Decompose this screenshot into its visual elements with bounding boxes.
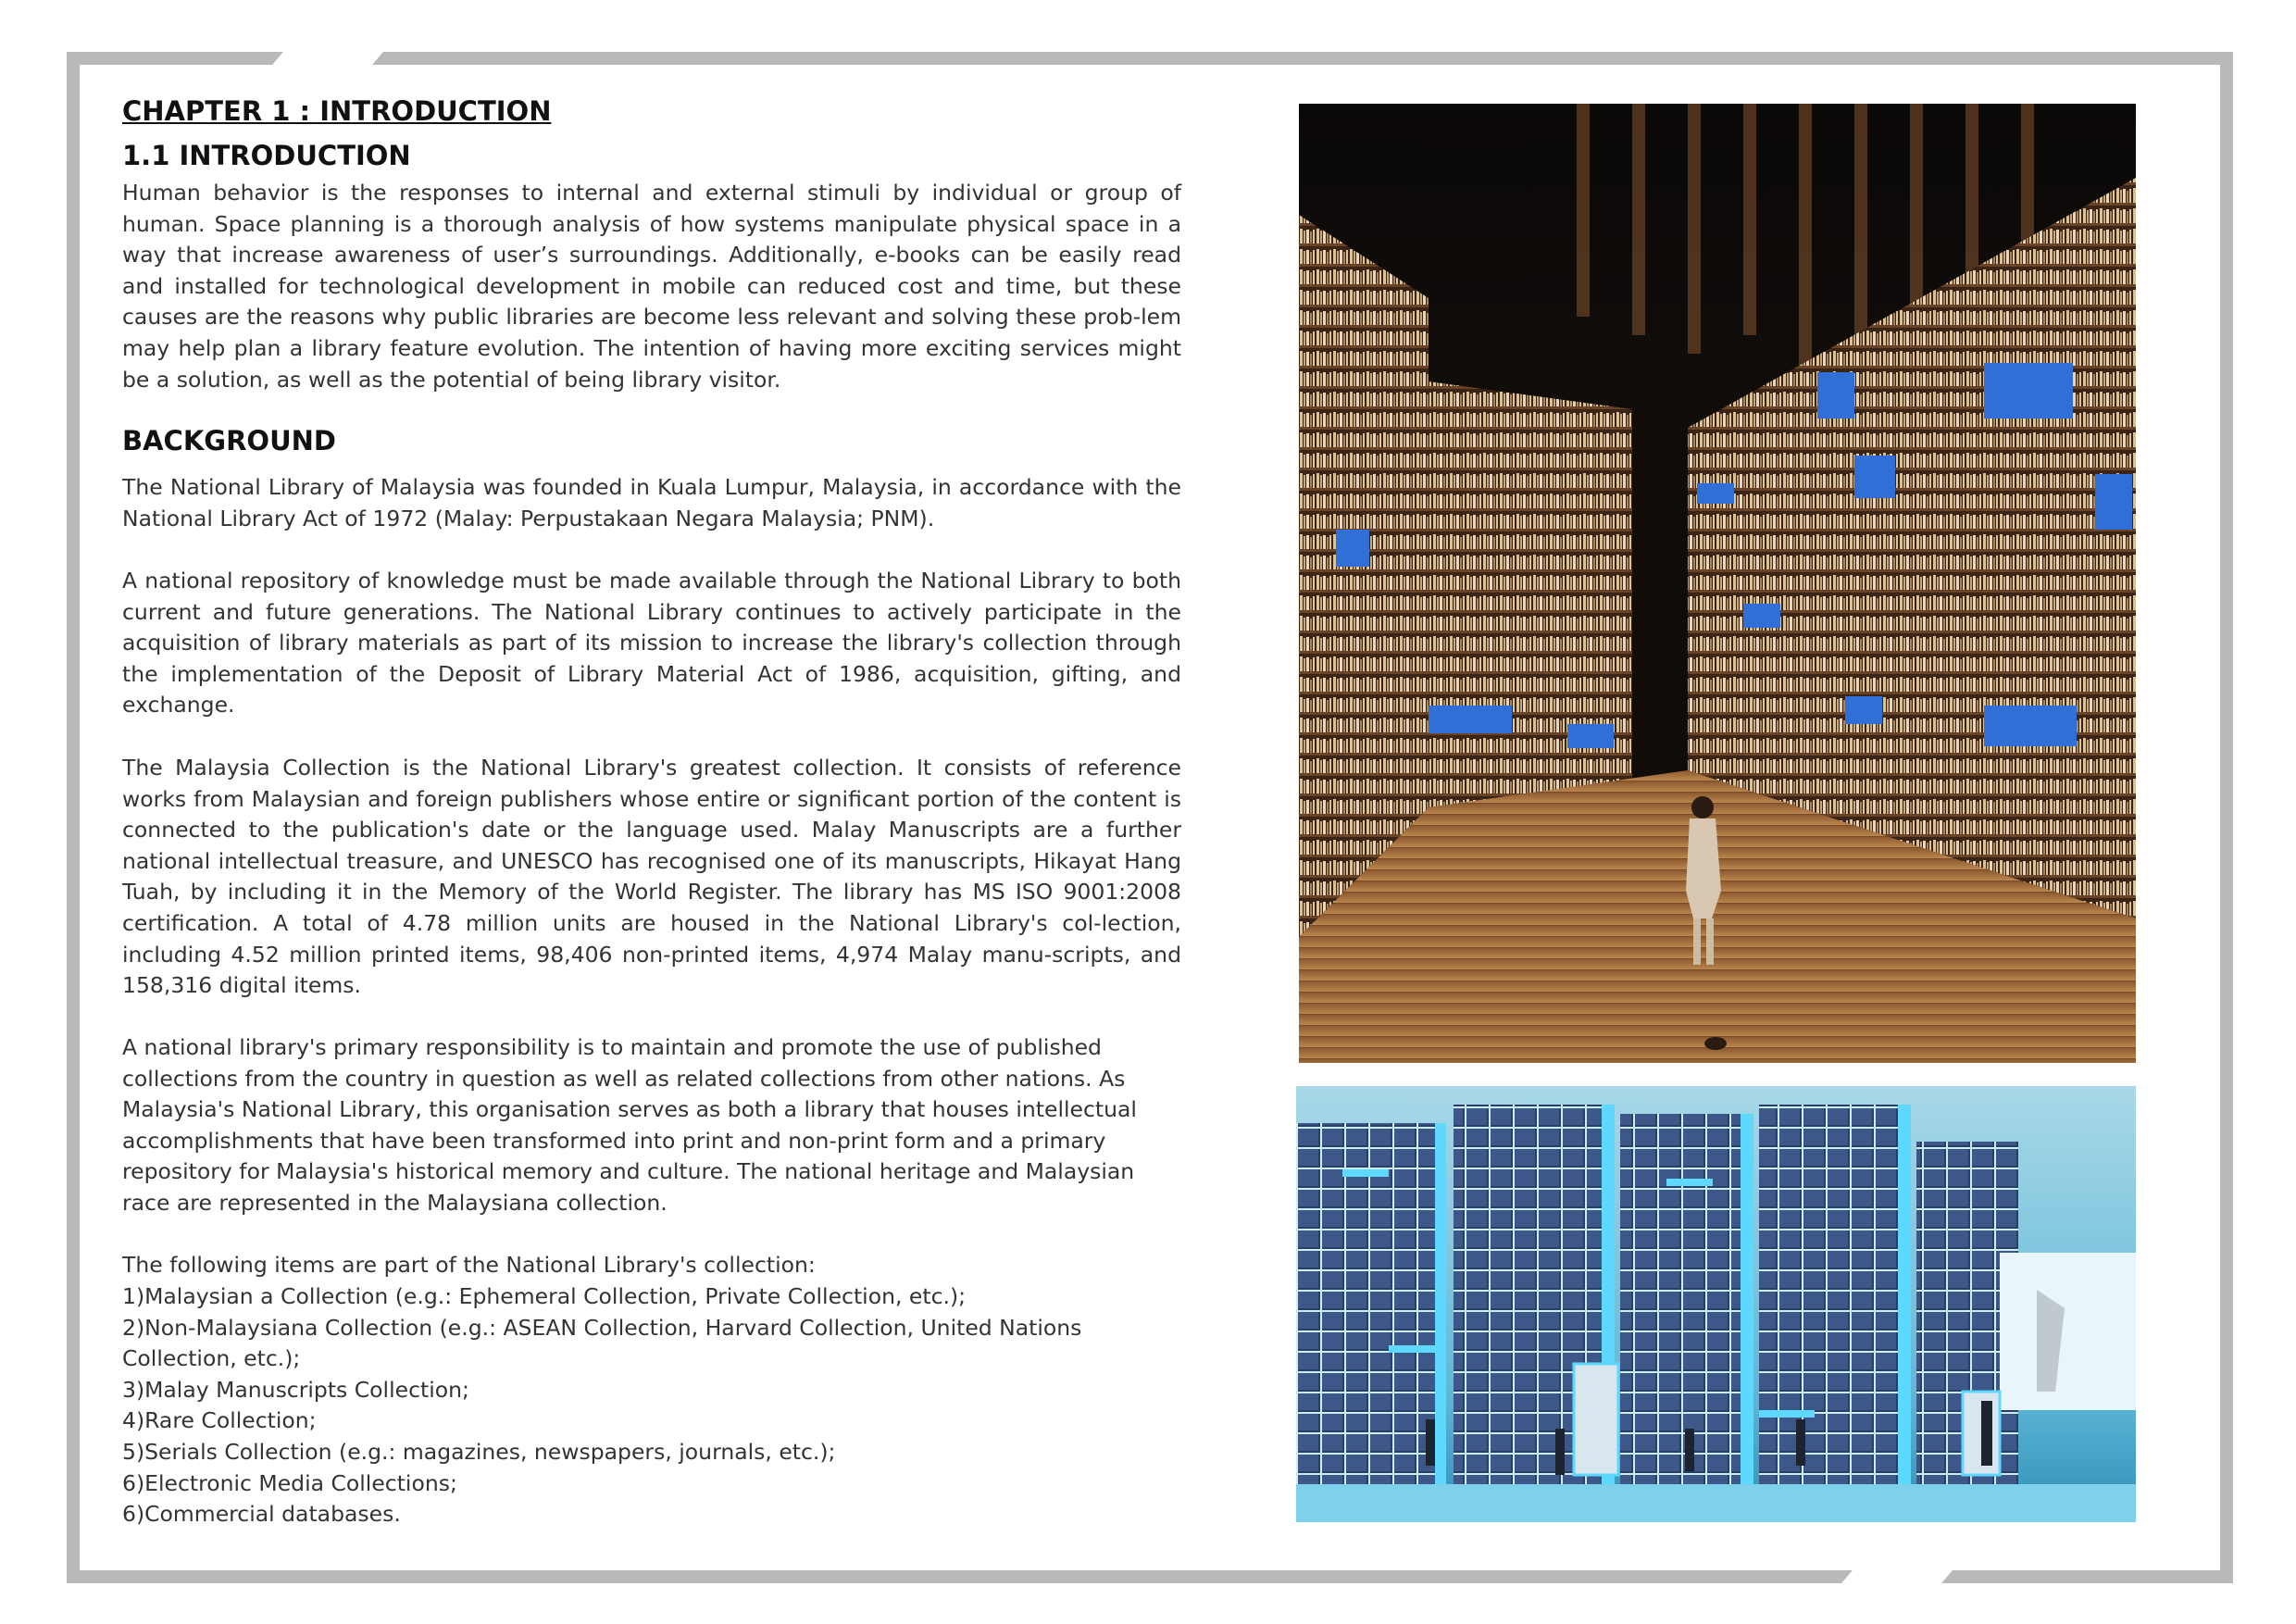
list-item: 3)Malay Manuscripts Collection; xyxy=(122,1376,469,1403)
chapter-title: CHAPTER 1 : INTRODUCTION xyxy=(122,95,552,127)
text-column xyxy=(122,89,1181,1543)
library-interior-photo xyxy=(1299,104,2136,1063)
frame-bottom-notch xyxy=(1840,1568,1953,1585)
frame-left-border xyxy=(67,52,80,1583)
background-paragraph-2: A national repository of knowledge must be made available through the National Library to both current and future generations. The National Library continues to actively participate in the acquisition of library materials as part of its mission to increase the library's collection through the implementation of the Deposit of Library Material Act of 1986, acquisition, gifting, and exchange. xyxy=(122,568,1181,718)
list-item: 6)Electronic Media Collections; xyxy=(122,1469,457,1496)
background-paragraph-3: The Malaysia Collection is the National Library's greatest collection. It consists of reference works from Malaysian and foreign publishers whose entire or significant portion of the content is connected to the publication's date or the language used. Malay Manuscripts are a further national intellectual treasure, and UNESCO has recognised one of its manuscripts, Hikayat Hang Tuah, by including it in the Memory of the World Register. The library has MS ISO 9001:2008 certification. A total of 4.78 million units are housed in the National Library's col-lection, including 4.52 million printed items, 98,406 non-printed items, 4,974 Malay manu-scripts, and 158,316 digital items. xyxy=(122,755,1181,999)
list-item: 1)Malaysian a Collection (e.g.: Ephemeral Collection, Private Collection, etc.); xyxy=(122,1283,967,1309)
frame-right-border xyxy=(2220,52,2233,1583)
frame-top-border xyxy=(67,52,2233,65)
intro-paragraph: Human behavior is the responses to internal and external stimuli by individual or group of human. Space planning is a thorough analysis of how systems manipulate physical space in a way that increase awareness of user’s surroundings. Additionally, e-books can be easily read and installed for technological development in mobile can reduced cost and time, but these causes are the reasons why public libraries are become less relevant and solving these prob-lem may help plan a library feature evolution. The intention of having more exciting services might be a solution, as well as the potential of being library visitor. xyxy=(122,180,1181,393)
list-item: 4)Rare Collection; xyxy=(122,1407,317,1434)
section-title-introduction: 1.1 INTRODUCTION xyxy=(122,140,411,171)
list-item: 5)Serials Collection (e.g.: magazines, newspapers, journals, etc.); xyxy=(122,1438,836,1465)
collection-list xyxy=(122,1281,1181,1530)
collection-intro: The following items are part of the National Library's collection: xyxy=(122,1252,816,1278)
frame-top-notch xyxy=(270,50,384,67)
library-interior-illustration xyxy=(1299,104,2136,1063)
list-item: 2)Non-Malaysiana Collection (e.g.: ASEAN Collection, Harvard Collection, United Nations Collection, etc.); xyxy=(122,1314,1082,1372)
list-item: 6)Commercial databases. xyxy=(122,1501,401,1528)
background-paragraph-4: A national library's primary responsibility is to maintain and promote the use of published collections from the country in question as well as related collections from other nations. As Malaysia's National Library, this organisation serves as both a library that houses intellectual accomplishments that have been transformed into print and non-print form and a primary repository for Malaysia's historical memory and culture. The national heritage and Malaysian race are represented in the Malaysiana collection. xyxy=(122,1034,1137,1216)
futuristic-library-photo xyxy=(1296,1086,2136,1522)
futuristic-library-illustration xyxy=(1296,1086,2136,1522)
background-paragraph-1: The National Library of Malaysia was founded in Kuala Lumpur, Malaysia, in accordance with the National Library Act of 1972 (Malay: Perpustakaan Negara Malaysia; PNM). xyxy=(122,474,1181,531)
section-title-background: BACKGROUND xyxy=(122,425,336,456)
